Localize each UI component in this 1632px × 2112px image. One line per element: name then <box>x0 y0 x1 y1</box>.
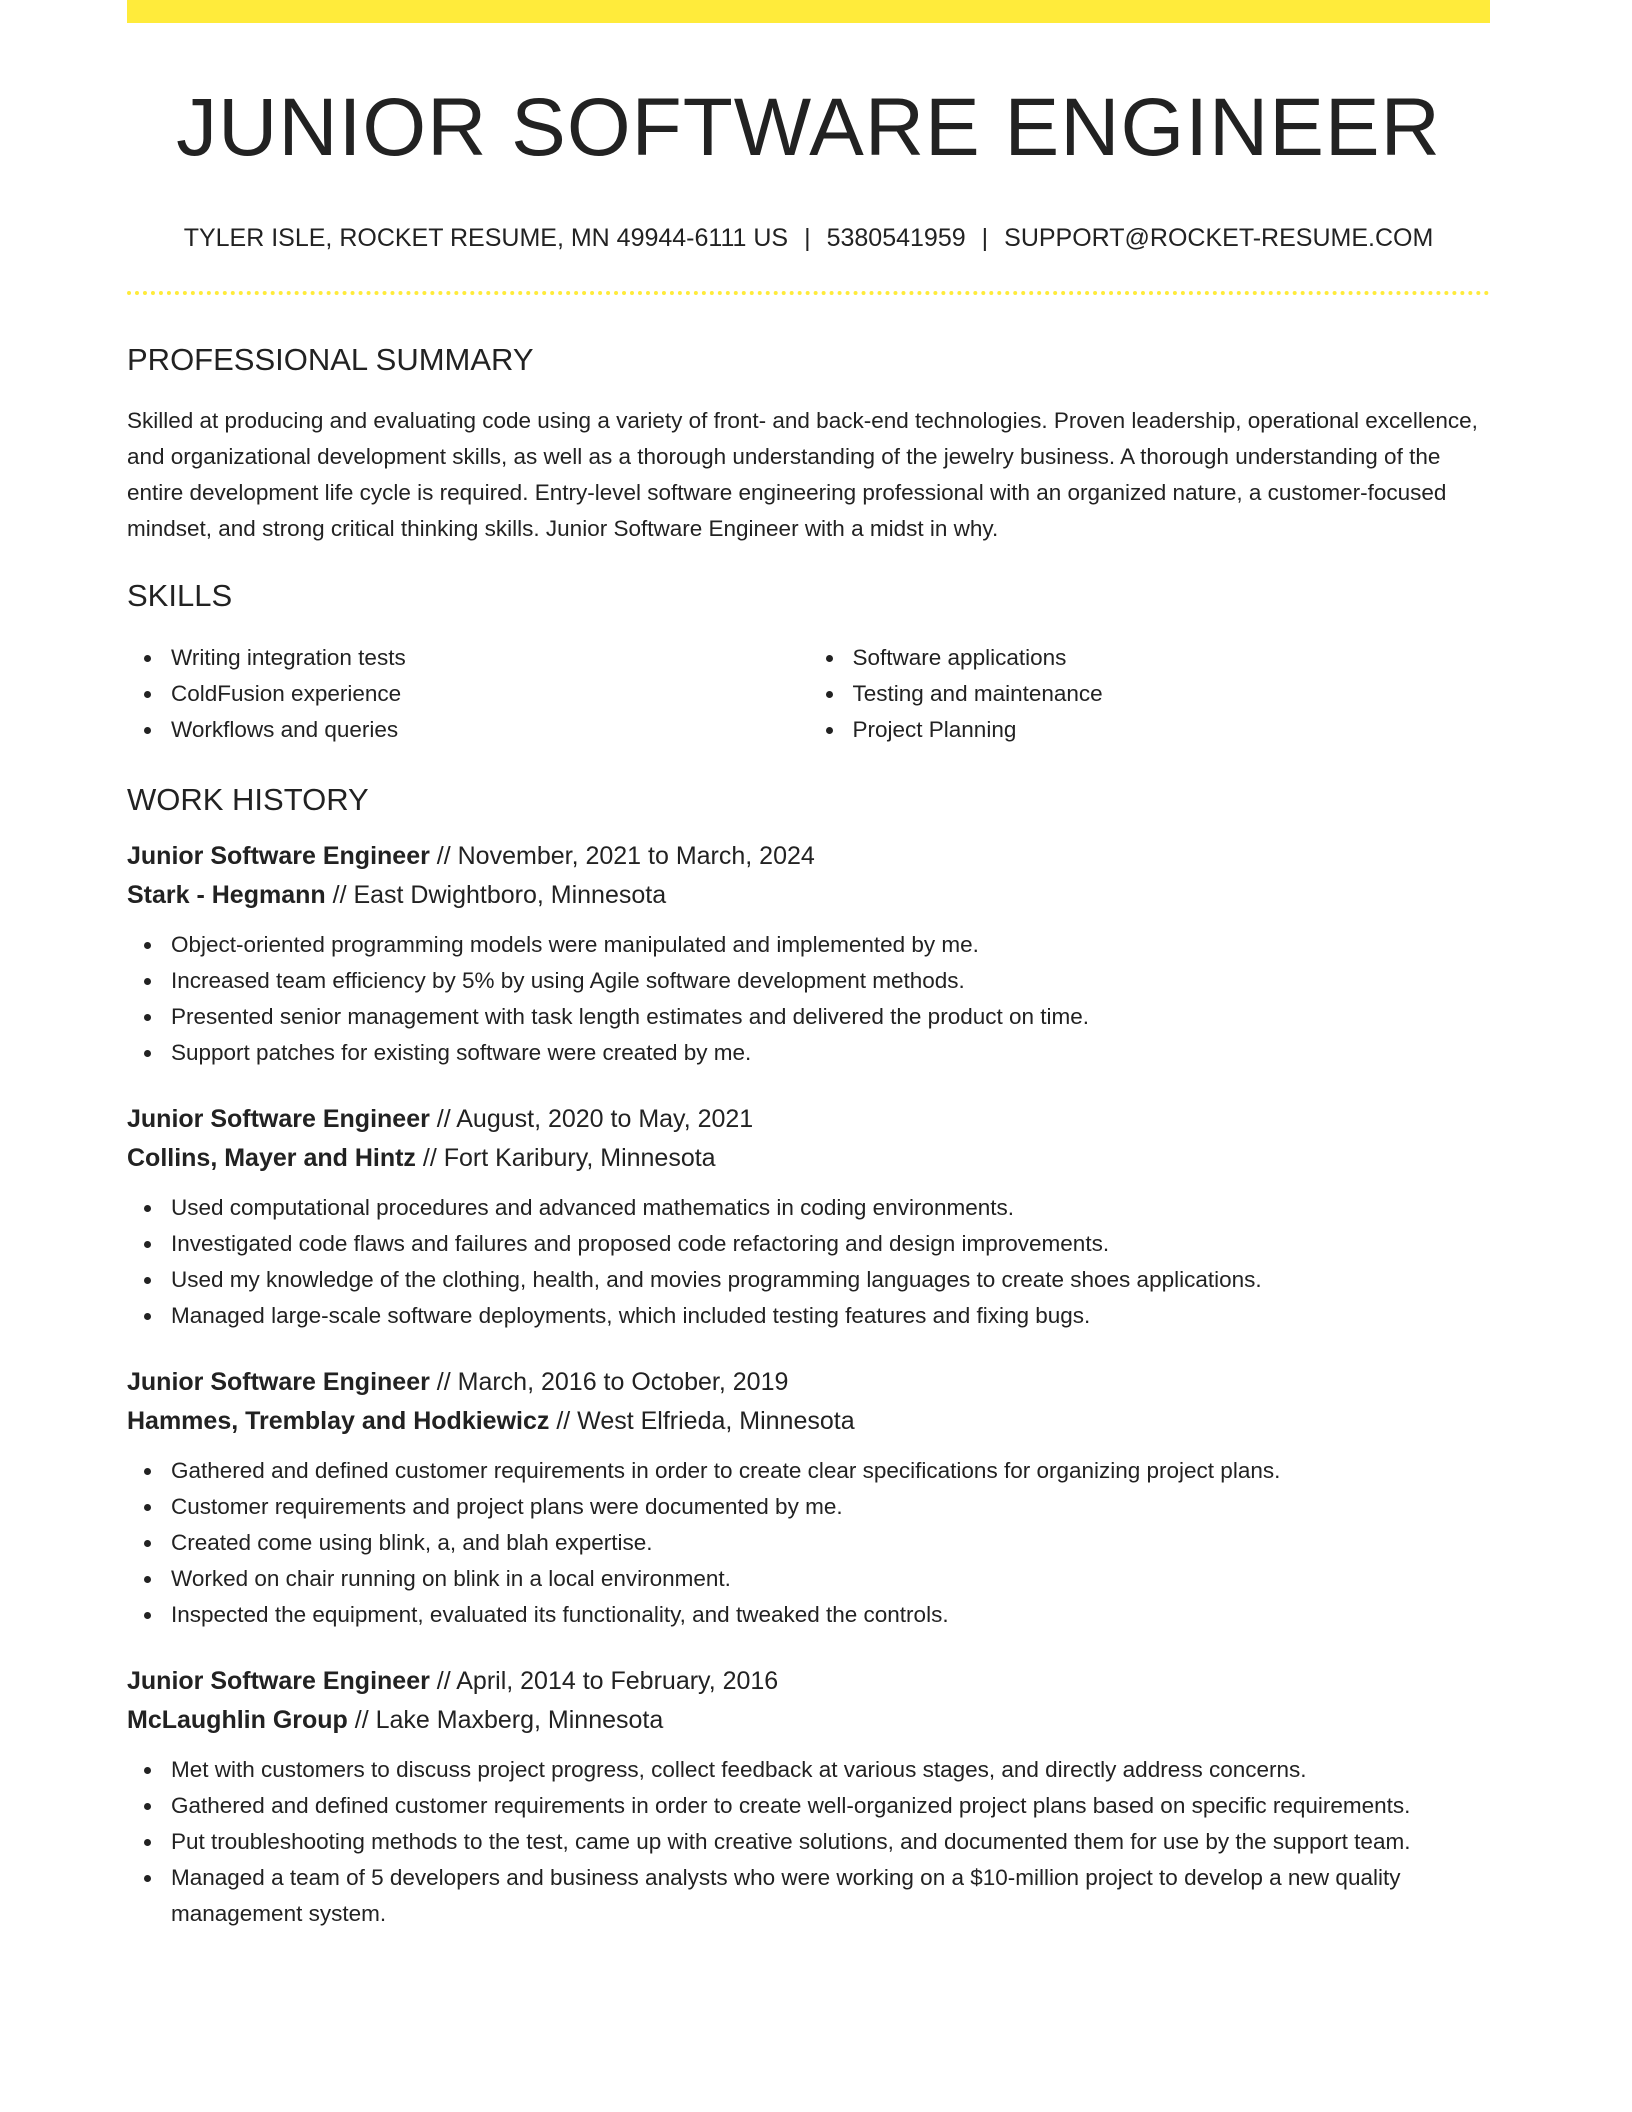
skills-column-right <box>809 640 1491 748</box>
job-location: // West Elfrieda, Minnesota <box>549 1406 855 1435</box>
skill-item: ColdFusion experience <box>171 676 809 712</box>
job-bullet: Put troubleshooting methods to the test, came up with creative solutions, and documented them for use by the support team. <box>171 1824 1490 1860</box>
job-bullet: Met with customers to discuss project progress, collect feedback at various stages, and directly address concerns. <box>171 1752 1490 1788</box>
job-company: Stark - Hegmann <box>127 880 326 909</box>
job-title: Junior Software Engineer <box>127 1367 430 1396</box>
job-dates: // August, 2020 to May, 2021 <box>429 1104 754 1133</box>
job-title: Junior Software Engineer <box>127 841 430 870</box>
contact-email: SUPPORT@ROCKET-RESUME.COM <box>1004 224 1434 253</box>
job-title-line <box>127 1100 1490 1139</box>
job-bullet: Increased team efficiency by 5% by using Agile software development methods. <box>171 963 1490 999</box>
job-company: Collins, Mayer and Hintz <box>127 1143 416 1172</box>
summary-heading: PROFESSIONAL SUMMARY <box>127 342 534 378</box>
accent-bar <box>127 0 1490 23</box>
dotted-divider <box>127 291 1490 295</box>
job-title: Junior Software Engineer <box>127 1104 430 1133</box>
work-history-heading: WORK HISTORY <box>127 782 369 818</box>
resume-page <box>127 0 1490 1932</box>
job-company: McLaughlin Group <box>127 1705 348 1734</box>
job-bullet: Presented senior management with task length estimates and delivered the product on time. <box>171 999 1490 1035</box>
job-dates: // April, 2014 to February, 2016 <box>429 1666 779 1695</box>
contact-address: TYLER ISLE, ROCKET RESUME, MN 49944-6111 US <box>183 224 789 253</box>
job-entry <box>127 1363 1490 1633</box>
job-dates: // November, 2021 to March, 2024 <box>429 841 815 870</box>
job-dates: // March, 2016 to October, 2019 <box>429 1367 789 1396</box>
job-bullet: Gathered and defined customer requirements in order to create clear specifications for organizing project plans. <box>171 1453 1490 1489</box>
job-company-line <box>127 1701 1490 1740</box>
job-bullets <box>127 1453 1490 1633</box>
job-bullet: Customer requirements and project plans were documented by me. <box>171 1489 1490 1525</box>
job-company: Hammes, Tremblay and Hodkiewicz <box>127 1406 550 1435</box>
job-entry <box>127 837 1490 1071</box>
job-bullet: Created come using blink, a, and blah expertise. <box>171 1525 1490 1561</box>
job-bullet: Used my knowledge of the clothing, health, and movies programming languages to create shoes applications. <box>171 1262 1490 1298</box>
job-bullet: Object-oriented programming models were manipulated and implemented by me. <box>171 927 1490 963</box>
skills-list <box>127 640 1490 748</box>
job-bullets <box>127 1190 1490 1334</box>
skills-column-left <box>127 640 809 748</box>
job-bullet: Gathered and defined customer requirements in order to create well-organized project plans based on specific requirements. <box>171 1788 1490 1824</box>
skill-item: Software applications <box>853 640 1491 676</box>
job-bullet: Used computational procedures and advanced mathematics in coding environments. <box>171 1190 1490 1226</box>
job-title-line <box>127 1363 1490 1402</box>
job-bullet: Inspected the equipment, evaluated its functionality, and tweaked the controls. <box>171 1597 1490 1633</box>
resume-title: JUNIOR SOFTWARE ENGINEER <box>176 82 1441 173</box>
job-location: // East Dwightboro, Minnesota <box>325 880 667 909</box>
job-bullet: Investigated code flaws and failures and proposed code refactoring and design improvements. <box>171 1226 1490 1262</box>
job-entry <box>127 1662 1490 1932</box>
contact-line <box>127 223 1490 253</box>
job-location: // Fort Karibury, Minnesota <box>415 1143 716 1172</box>
skills-heading: SKILLS <box>127 578 233 614</box>
skill-item: Testing and maintenance <box>853 676 1491 712</box>
summary-text: Skilled at producing and evaluating code using a variety of front- and back-end technologies. Proven leadership, operational excellence, and organizational development skills, as well as a thorough understanding of the jewelry business. A thorough understanding of the entire development life cycle is required. Entry-level software engineering professional with an organized nature, a customer-focused mindset, and strong critical thinking skills. Junior Software Engineer with a midst in why. <box>127 408 1478 542</box>
job-company-line <box>127 1402 1490 1441</box>
contact-phone: 5380541959 <box>826 224 966 253</box>
job-entry <box>127 1100 1490 1334</box>
job-title-line <box>127 837 1490 876</box>
skill-item: Writing integration tests <box>171 640 809 676</box>
job-bullets <box>127 927 1490 1071</box>
skill-item: Project Planning <box>853 712 1491 748</box>
job-bullet: Worked on chair running on blink in a local environment. <box>171 1561 1490 1597</box>
job-company-line <box>127 876 1490 915</box>
job-bullet: Managed a team of 5 developers and business analysts who were working on a $10-million project to develop a new quality management system. <box>171 1860 1490 1932</box>
contact-separator: | <box>981 224 989 253</box>
job-company-line <box>127 1139 1490 1178</box>
job-bullet: Managed large-scale software deployments, which included testing features and fixing bugs. <box>171 1298 1490 1334</box>
job-bullet: Support patches for existing software were created by me. <box>171 1035 1490 1071</box>
job-title: Junior Software Engineer <box>127 1666 430 1695</box>
skill-item: Workflows and queries <box>171 712 809 748</box>
job-location: // Lake Maxberg, Minnesota <box>347 1705 664 1734</box>
job-bullets <box>127 1752 1490 1932</box>
contact-separator: | <box>804 224 811 253</box>
job-title-line <box>127 1662 1490 1701</box>
